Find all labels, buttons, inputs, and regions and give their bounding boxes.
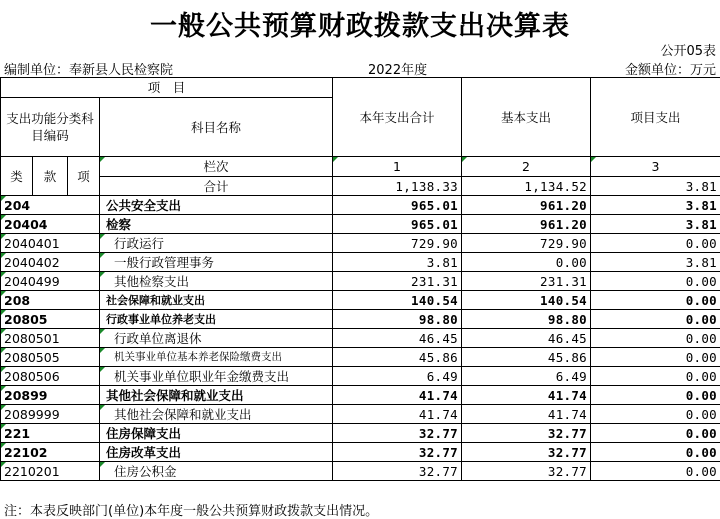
row-name: 行政运行	[100, 234, 333, 253]
row-total: 729.90	[333, 234, 462, 253]
header-code-label: 支出功能分类科目编码	[1, 98, 100, 157]
row-code: 2080505	[1, 348, 100, 367]
row-basic: 140.54	[462, 291, 591, 310]
header-row-index	[1, 157, 720, 177]
row-basic: 98.80	[462, 310, 591, 329]
row-basic: 32.77	[462, 462, 591, 481]
row-name: 一般行政管理事务	[100, 253, 333, 272]
total-v1: 1,138.33	[333, 177, 462, 196]
row-total: 32.77	[333, 462, 462, 481]
row-code: 22102	[1, 443, 100, 462]
row-project: 0.00	[591, 424, 720, 443]
row-project: 3.81	[591, 196, 720, 215]
row-project: 0.00	[591, 291, 720, 310]
index-1: 1	[333, 157, 462, 177]
row-project: 0.00	[591, 329, 720, 348]
total-row	[1, 177, 720, 196]
header-name-label: 科目名称	[100, 98, 333, 157]
table-row	[1, 329, 720, 348]
table-row	[1, 367, 720, 386]
table-row	[1, 462, 720, 481]
total-v3: 3.81	[591, 177, 720, 196]
row-total: 98.80	[333, 310, 462, 329]
header-col-total: 本年支出合计	[333, 78, 462, 157]
row-code: 2089999	[1, 405, 100, 424]
row-project: 0.00	[591, 367, 720, 386]
table-row	[1, 348, 720, 367]
header-row-item	[1, 78, 720, 98]
index-2: 2	[462, 157, 591, 177]
row-name: 其他社会保障和就业支出	[100, 386, 333, 405]
row-name: 社会保障和就业支出	[100, 291, 333, 310]
row-basic: 729.90	[462, 234, 591, 253]
row-project: 3.81	[591, 253, 720, 272]
row-code: 20805	[1, 310, 100, 329]
row-total: 46.45	[333, 329, 462, 348]
form-number: 公开05表	[660, 40, 716, 59]
row-code: 2080501	[1, 329, 100, 348]
row-code: 20404	[1, 215, 100, 234]
total-label: 合计	[100, 177, 333, 196]
row-project: 0.00	[591, 443, 720, 462]
row-total: 41.74	[333, 386, 462, 405]
row-basic: 41.74	[462, 405, 591, 424]
row-total: 45.86	[333, 348, 462, 367]
row-basic: 46.45	[462, 329, 591, 348]
row-basic: 961.20	[462, 196, 591, 215]
row-code: 2040402	[1, 253, 100, 272]
row-code: 2210201	[1, 462, 100, 481]
row-project: 0.00	[591, 405, 720, 424]
row-name: 住房公积金	[100, 462, 333, 481]
row-name: 住房保障支出	[100, 424, 333, 443]
table-row	[1, 196, 720, 215]
table-row	[1, 386, 720, 405]
header-kuan: 款	[33, 157, 68, 196]
row-project: 0.00	[591, 272, 720, 291]
row-total: 6.49	[333, 367, 462, 386]
row-code: 221	[1, 424, 100, 443]
table-row	[1, 291, 720, 310]
row-name: 行政事业单位养老支出	[100, 310, 333, 329]
header-lei: 类	[1, 157, 33, 196]
money-unit: 金额单位：万元	[625, 59, 716, 78]
row-basic: 6.49	[462, 367, 591, 386]
expenditure-table	[0, 77, 720, 481]
index-3: 3	[591, 157, 720, 177]
row-name: 其他社会保障和就业支出	[100, 405, 333, 424]
table-row	[1, 272, 720, 291]
row-total: 3.81	[333, 253, 462, 272]
row-basic: 41.74	[462, 386, 591, 405]
table-row	[1, 234, 720, 253]
row-total: 965.01	[333, 196, 462, 215]
header-col-project: 项目支出	[591, 78, 720, 157]
row-name: 其他检察支出	[100, 272, 333, 291]
compiling-unit: 编制单位：奉新县人民检察院	[4, 59, 173, 78]
row-basic: 45.86	[462, 348, 591, 367]
row-code: 2080506	[1, 367, 100, 386]
row-project: 0.00	[591, 348, 720, 367]
row-project: 0.00	[591, 462, 720, 481]
table-row	[1, 424, 720, 443]
table-row	[1, 310, 720, 329]
header-row-index-label: 栏次	[100, 157, 333, 177]
report-title: 一般公共预算财政拨款支出决算表	[0, 4, 720, 43]
footnote: 注：本表反映部门(单位)本年度一般公共预算财政拨款支出情况。	[4, 500, 378, 519]
row-basic: 0.00	[462, 253, 591, 272]
row-total: 32.77	[333, 443, 462, 462]
header-item: 项 目	[1, 78, 333, 98]
row-code: 2040401	[1, 234, 100, 253]
row-code: 208	[1, 291, 100, 310]
row-total: 140.54	[333, 291, 462, 310]
row-project: 3.81	[591, 215, 720, 234]
row-code: 20899	[1, 386, 100, 405]
row-total: 965.01	[333, 215, 462, 234]
row-total: 32.77	[333, 424, 462, 443]
row-code: 204	[1, 196, 100, 215]
row-basic: 961.20	[462, 215, 591, 234]
row-name: 行政单位离退休	[100, 329, 333, 348]
row-name: 住房改革支出	[100, 443, 333, 462]
row-project: 0.00	[591, 234, 720, 253]
table-row	[1, 215, 720, 234]
table-row	[1, 253, 720, 272]
row-basic: 32.77	[462, 424, 591, 443]
header-xiang: 项	[68, 157, 100, 196]
row-code: 2040499	[1, 272, 100, 291]
header-col-basic: 基本支出	[462, 78, 591, 157]
row-project: 0.00	[591, 386, 720, 405]
table-row	[1, 405, 720, 424]
row-basic: 231.31	[462, 272, 591, 291]
fiscal-year: 2022年度	[368, 59, 427, 78]
row-basic: 32.77	[462, 443, 591, 462]
row-name: 机关事业单位基本养老保险缴费支出	[100, 348, 333, 367]
row-total: 231.31	[333, 272, 462, 291]
row-name: 检察	[100, 215, 333, 234]
table-row	[1, 443, 720, 462]
row-total: 41.74	[333, 405, 462, 424]
row-project: 0.00	[591, 310, 720, 329]
row-name: 机关事业单位职业年金缴费支出	[100, 367, 333, 386]
total-v2: 1,134.52	[462, 177, 591, 196]
row-name: 公共安全支出	[100, 196, 333, 215]
